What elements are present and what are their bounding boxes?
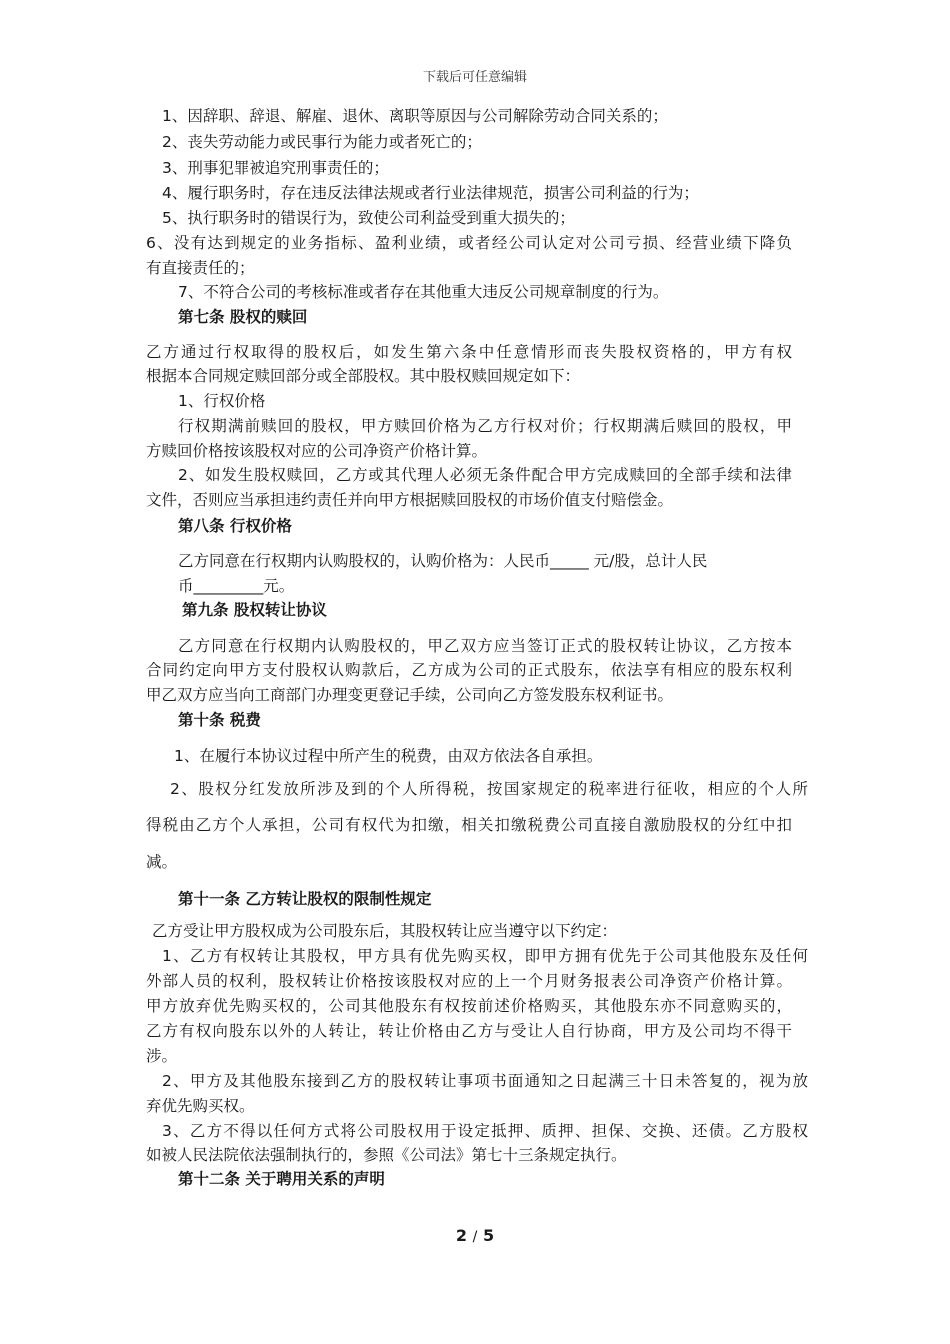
header-note: 下载后可任意编辑 [422, 70, 527, 85]
article-heading: 第九条 股权转让协议 [182, 601, 327, 619]
text-line: 乙方通过行权取得的股权后，如发生第六条中任意情形而丧失股权资格的，甲方有权 [146, 343, 792, 361]
text-line: 减。 [146, 853, 178, 871]
text-line: 6、没有达到规定的业务指标、盈利业绩，或者经公司认定对公司亏损、经营业绩下降负 [146, 234, 792, 252]
page-total: 5 [482, 1226, 495, 1245]
text-line: 2、股权分红发放所涉及到的个人所得税，按国家规定的税率进行征收，相应的个人所 [170, 780, 808, 798]
text-line: 币_________元。 [178, 577, 295, 595]
text-line: 4、履行职务时，存在违反法律法规或者行业法律规范，损害公司利益的行为； [162, 184, 699, 202]
text-line: 乙方有权向股东以外的人转让，转让价格由乙方与受让人自行协商，甲方及公司均不得干 [146, 1022, 792, 1040]
text-line: 甲乙双方应当向工商部门办理变更登记手续，公司向乙方签发股东权利证书。 [146, 686, 674, 704]
text-line: 行权期满前赎回的股权，甲方赎回价格为乙方行权对价；行权期满后赎回的股权，甲 [178, 417, 792, 435]
article-heading: 第十条 税费 [178, 711, 261, 729]
text-line: 2、丧失劳动能力或民事行为能力或者死亡的； [162, 133, 482, 151]
text-line: 甲方放弃优先购买权的，公司其他股东有权按前述价格购买，其他股东亦不同意购买的， [146, 997, 792, 1015]
article-heading: 第十二条 关于聘用关系的声明 [178, 1170, 385, 1188]
text-line: 如被人民法院依法强制执行的，参照《公司法》第七十三条规定执行。 [146, 1146, 627, 1164]
text-line: 1、乙方有权转让其股权，甲方具有优先购买权，即甲方拥有优先于公司其他股东及任何 [162, 947, 808, 965]
text-line: 方赎回价格按该股权对应的公司净资产价格计算。 [146, 442, 488, 460]
text-line: 涉。 [146, 1047, 178, 1065]
text-line: 合同约定向甲方支付股权认购款后，乙方成为公司的正式股东，依法享有相应的股东权利 [146, 661, 792, 679]
page-current: 2 [455, 1226, 468, 1245]
text-line: 1、因辞职、辞退、解雇、退休、离职等原因与公司解除劳动合同关系的； [162, 107, 668, 125]
text-line: 2、如发生股权赎回，乙方或其代理人必须无条件配合甲方完成赎回的全部手续和法律 [178, 466, 792, 484]
text-line: 乙方同意在行权期内认购股权的，认购价格为：人民币_____ 元/股，总计人民 [178, 552, 708, 570]
text-line: 弃优先购买权。 [146, 1097, 255, 1115]
text-line: 3、乙方不得以任何方式将公司股权用于设定抵押、质押、担保、交换、还债。乙方股权 [162, 1122, 808, 1140]
text-line: 7、不符合公司的考核标准或者存在其他重大违反公司规章制度的行为。 [178, 283, 669, 301]
page-separator: / [472, 1229, 478, 1245]
text-line: 乙方受让甲方股权成为公司股东后，其股权转让应当遵守以下约定： [152, 922, 618, 940]
text-line: 有直接责任的； [146, 259, 255, 277]
article-heading: 第八条 行权价格 [178, 517, 292, 535]
text-line: 外部人员的权利，股权转让价格按该股权对应的上一个月财务报表公司净资产价格计算。 [146, 972, 792, 990]
text-line: 文件，否则应当承担违约责任并向甲方根据赎回股权的市场价值支付赔偿金。 [146, 491, 674, 509]
text-line: 1、行权价格 [178, 392, 266, 410]
text-line: 2、甲方及其他股东接到乙方的股权转让事项书面通知之日起满三十日未答复的，视为放 [162, 1072, 808, 1090]
text-line: 5、执行职务时的错误行为，致使公司利益受到重大损失的； [162, 209, 575, 227]
text-line: 1、在履行本协议过程中所产生的税费，由双方依法各自承担。 [174, 747, 603, 765]
text-line: 3、刑事犯罪被追究刑事责任的； [162, 159, 389, 177]
text-line: 得税由乙方个人承担，公司有权代为扣缴，相关扣缴税费公司直接自激励股权的分红中扣 [146, 816, 792, 834]
article-heading: 第七条 股权的赎回 [178, 308, 308, 326]
article-heading: 第十一条 乙方转让股权的限制性规定 [178, 890, 432, 908]
text-line: 乙方同意在行权期内认购股权的，甲乙双方应当签订正式的股权转让协议，乙方按本 [178, 637, 792, 655]
text-line: 根据本合同规定赎回部分或全部股权。其中股权赎回规定如下： [146, 367, 581, 385]
page-number [0, 1226, 950, 1245]
